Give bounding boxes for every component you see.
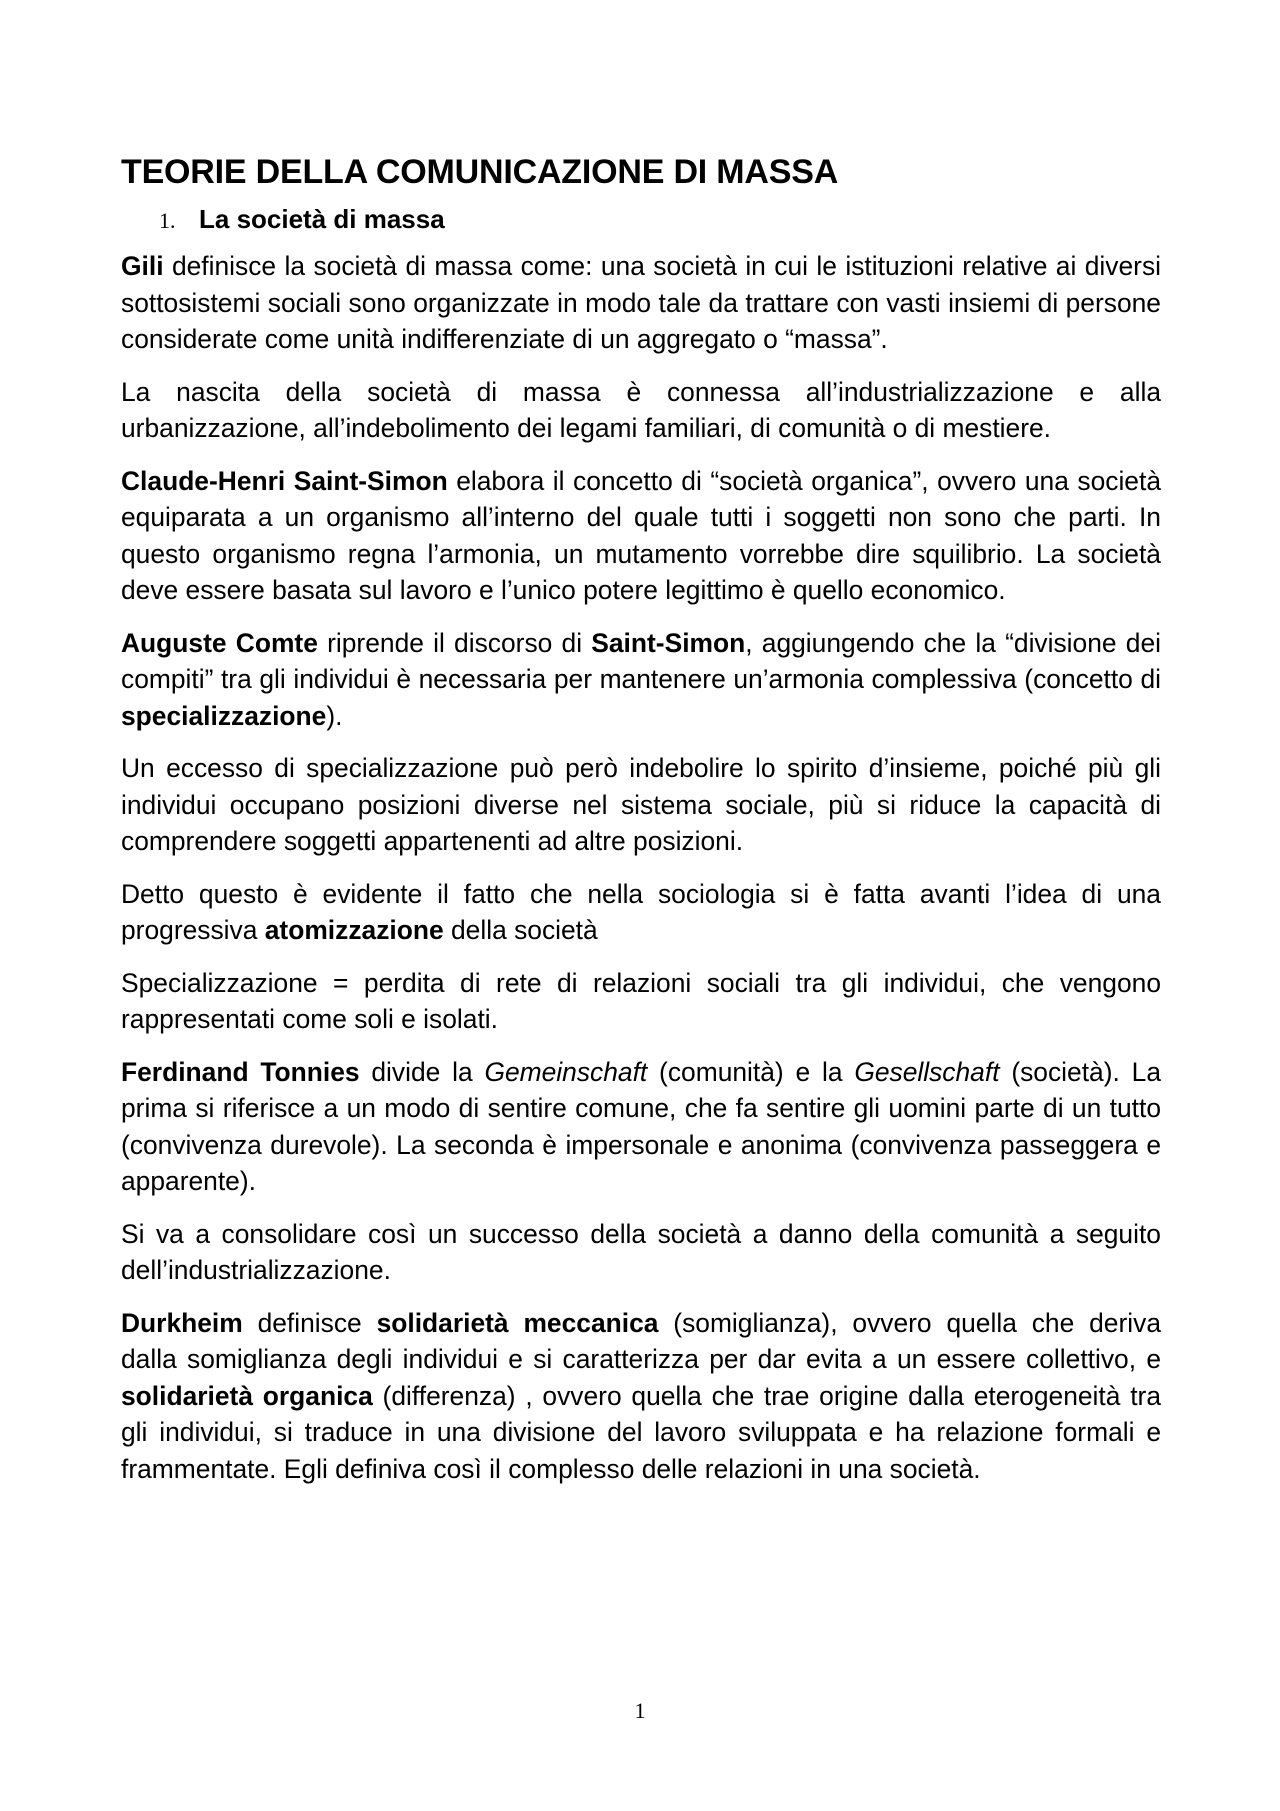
- bold-text: Claude-Henri Saint-Simon: [121, 465, 448, 496]
- paragraph: [121, 965, 1161, 1038]
- text-run: (società). La prima si riferisce a un modo di sentire comune, che fa sentire gli uomini parte di un tutto (convivenza durevole). La seconda è impersonale e anonima (convivenza passeggera e apparente).: [121, 1056, 1161, 1196]
- text-run: definisce: [242, 1307, 377, 1338]
- paragraph: [121, 1305, 1161, 1488]
- text-run: elabora il concetto di “società organica”, ovvero una società equiparata a un organismo all’interno del quale tutti i soggetti non sono che parti. In questo organismo regna l’armonia, un mutamento vorrebbe dire squilibrio. La società deve essere basata sul lavoro e l’unico potere legittimo è quello economico.: [121, 465, 1161, 605]
- bold-text: solidarietà meccanica: [376, 1307, 659, 1338]
- page-number: 1: [634, 1698, 646, 1723]
- text-run: Specializzazione = perdita di rete di relazioni sociali tra gli individui, che vengono rappresentati come soli e isolati.: [121, 967, 1161, 1034]
- text-run: Si va a consolidare così un successo della società a danno della comunità a seguito dell’industrializzazione.: [121, 1218, 1161, 1285]
- text-run: definisce la società di massa come: una società in cui le istituzioni relative ai diversi sottosistemi sociali sono organizzate in modo tale da trattare con vasti insiemi di persone considerate come unità indifferenziate di un aggregato o “massa”.: [121, 251, 1161, 354]
- text-run: La nascita della società di massa è connessa all’industrializzazione e alla urbanizzazione, all’indebolimento dei legami familiari, di comunità o di mestiere.: [121, 376, 1161, 443]
- italic-text: Gesellschaft: [854, 1056, 1000, 1087]
- bold-text: Saint-Simon: [591, 627, 746, 658]
- paragraph: [121, 625, 1161, 735]
- bold-text: solidarietà organica: [121, 1380, 373, 1411]
- italic-text: Gemeinschaft: [484, 1056, 648, 1087]
- bold-text: Gili: [121, 251, 164, 281]
- bold-text: specializzazione: [121, 700, 327, 731]
- paragraph: [121, 750, 1161, 860]
- document-title: TEORIE DELLA COMUNICAZIONE DI MASSA: [121, 153, 839, 191]
- bold-text: atomizzazione: [264, 915, 444, 945]
- section-number: 1.: [159, 208, 176, 233]
- section-title: La società di massa: [199, 204, 445, 234]
- paragraph: [121, 248, 1161, 358]
- text-run: (somiglianza), ovvero quella che deriva dalla somiglianza degli individui e si caratterizza per dar evita a un essere collettivo, e: [121, 1307, 1161, 1374]
- bold-text: Ferdinand Tonnies: [121, 1056, 360, 1087]
- body-text: [121, 248, 1161, 1487]
- document-page: [121, 150, 1161, 1503]
- paragraph: [121, 374, 1161, 447]
- text-run: , aggiungendo che la “divisione dei compiti” tra gli individui è necessaria per mantenere un’armonia complessiva (concetto di: [121, 627, 1162, 694]
- bold-text: Auguste Comte: [121, 627, 318, 658]
- paragraph: [121, 876, 1161, 949]
- text-run: Detto questo è evidente il fatto che nella sociologia si è fatta avanti l’idea di una progressiva: [121, 878, 1161, 945]
- paragraph: [121, 1054, 1161, 1200]
- text-run: (differenza) , ovvero quella che trae origine dalla eterogeneità tra gli individui, si traduce in una divisione del lavoro sviluppata e ha relazione formali e frammentate. Egli definiva così il complesso delle relazioni in una società.: [121, 1380, 1161, 1484]
- text-run: ).: [326, 700, 343, 731]
- text-run: (comunità) e la: [647, 1056, 855, 1087]
- paragraph: [121, 1216, 1161, 1289]
- text-run: della società: [443, 915, 598, 945]
- paragraph: [121, 463, 1161, 609]
- bold-text: Durkheim: [121, 1307, 243, 1338]
- section-heading: [159, 202, 1161, 236]
- text-run: divide la: [359, 1056, 485, 1087]
- text-run: Un eccesso di specializzazione può però indebolire lo spirito d’insieme, poiché più gli individui occupano posizioni diverse nel sistema sociale, più si riduce la capacità di comprendere soggetti appartenenti ad altre posizioni.: [121, 753, 1161, 856]
- text-run: riprende il discorso di: [317, 627, 592, 658]
